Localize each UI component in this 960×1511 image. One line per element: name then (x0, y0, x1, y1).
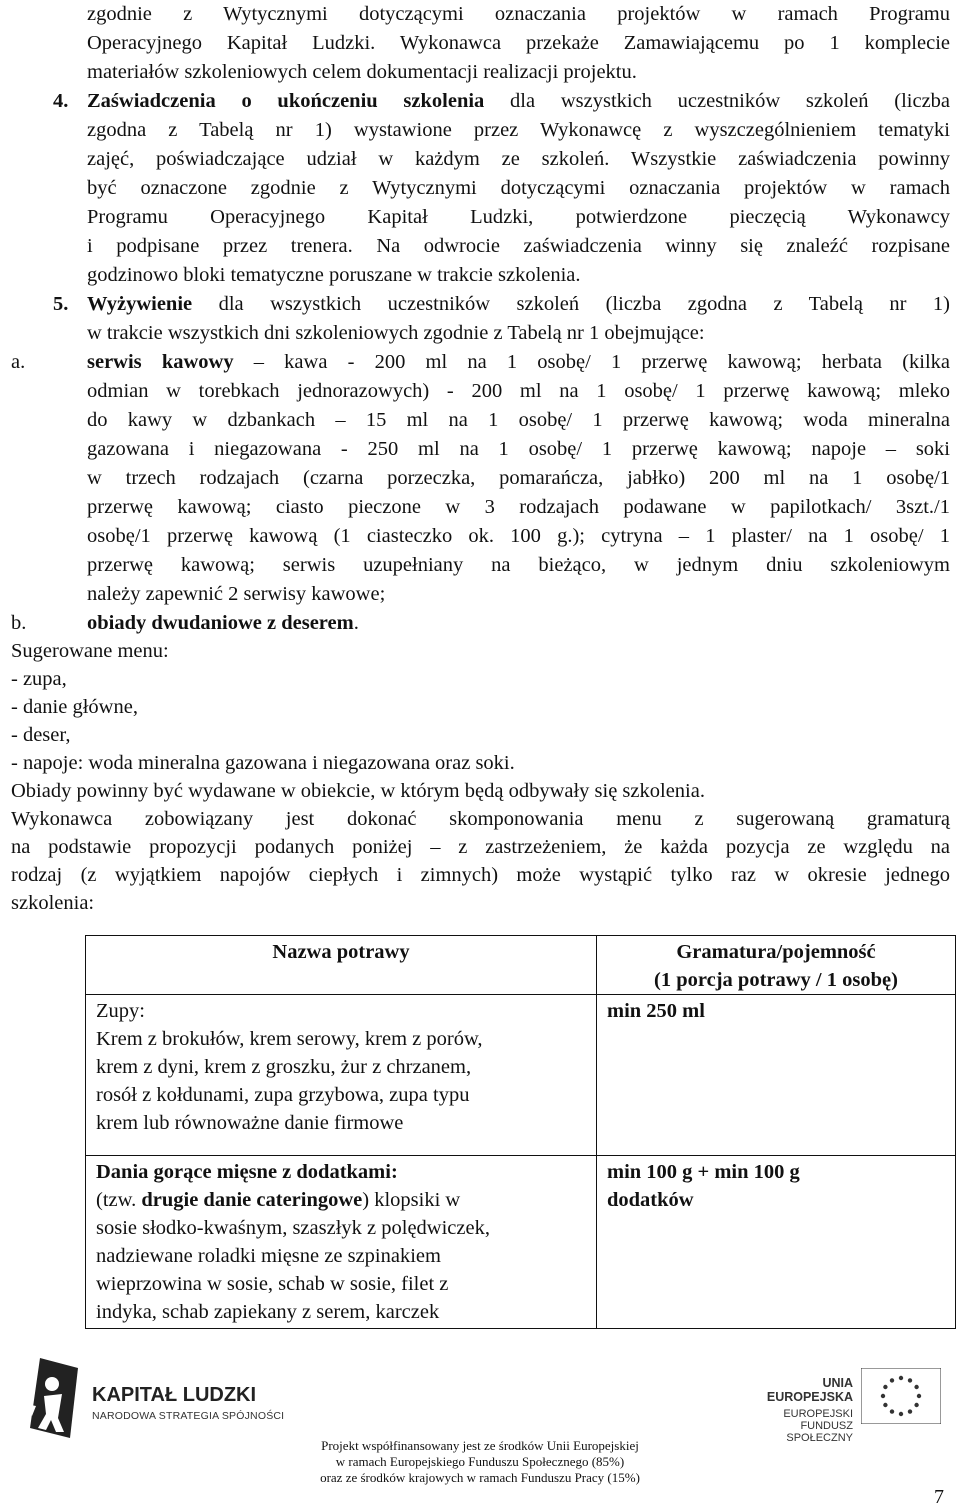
main-dishes-sub-rest: klopsiki w (374, 1189, 461, 1211)
item-4-text-3a: zajęć, poświadczające udział w każdym ze szkoleń. (87, 148, 610, 170)
item-a-line-5: w trzech rodzajach (czarna porzeczka, pomarańcza, jabłko) 200 ml na 1 osobę/1 (87, 467, 950, 489)
item-a-line-7: osobę/1 przerwę kawową (1 ciasteczko ok. 100 g.); cytryna – 1 plaster/ na 1 osobę/ 1 (87, 525, 950, 547)
eu-line-1: UNIA EUROPEJSKA (766, 1376, 853, 1404)
main-dishes-line-2: nadziewane roladki mięsne ze szpinakiem (96, 1245, 441, 1267)
kapital-ludzki-subtitle: NARODOWA STRATEGIA SPÓJNOŚCI (92, 1410, 285, 1422)
menu-item-main: - danie główne, (11, 696, 138, 718)
item-4-heading: Zaświadczenia o ukończeniu szkolenia (87, 90, 485, 112)
item-5-number: 5. (53, 293, 69, 315)
item-4-text-6a: i podpisane przez trenera. (87, 235, 353, 257)
item-4-line-2: zgodna z Tabelą nr 1) wystawione przez Wykonawcę z wyszczególnieniem tematyki (87, 119, 950, 141)
item-4-text-6b: Na odwrocie zaświadczenia winny się znaleźć rozpisane (376, 235, 950, 257)
menu-para-line-3: rodzaj (z wyjątkiem napojów ciepłych i zimnych) może wystąpić tylko raz w okresie jednego (11, 864, 950, 886)
intro-line-3: materiałów szkoleniowych celem dokumentacji realizacji projektu. (87, 61, 637, 83)
item-a-line-4: gazowana i niegazowana - 250 ml na 1 osobę/ 1 przerwę kawową; napoje – soki (87, 438, 950, 460)
item-b-letter: b. (11, 612, 27, 634)
item-4-number: 4. (53, 90, 69, 112)
item-4-line-4: być oznaczone zgodnie z Wytycznymi dotyczącymi oznaczania projektów w ramach (87, 177, 950, 199)
table-header-amount-line-2: (1 porcja potrawy / 1 osobę) (654, 969, 898, 991)
item-a-line-9: należy zapewnić 2 serwisy kawowe; (87, 583, 386, 605)
menu-item-dessert: - deser, (11, 724, 71, 746)
eu-flag-icon (861, 1368, 941, 1424)
kapital-ludzki-figure-icon (20, 1358, 80, 1438)
main-dishes-subtitle (96, 1186, 586, 1214)
main-dishes-sub-close: ) (362, 1189, 370, 1211)
table-cell-soups-amount: min 250 ml (597, 995, 956, 1156)
menu-heading: Sugerowane menu: (11, 640, 169, 662)
item-b-tail: . (353, 612, 359, 634)
soups-line-3: rosół z kołdunami, zupa grzybowa, zupa typu (96, 1084, 470, 1106)
eu-line-2: EUROPEJSKI (783, 1408, 853, 1420)
main-dishes-title: Dania gorące mięsne z dodatkami: (96, 1161, 398, 1183)
item-a-line-6: przerwę kawową; ciasto pieczone w 3 rodzajach podawane w papilotkach/ 3szt./1 (87, 496, 950, 518)
item-4-line-7: godzinowo bloki tematyczne poruszane w trakcie szkolenia. (87, 264, 581, 286)
footer-text-line-3: oraz ze środków krajowych w ramach Funduszu Pracy (15%) (320, 1470, 640, 1485)
item-a-line-2: odmian w torebkach jednorazowych) - 200 ml na 1 osobę/ 1 przerwę kawową; mleko (87, 380, 950, 402)
item-4-line-1 (87, 87, 950, 116)
item-4-line-6 (87, 232, 950, 261)
menu-table (85, 935, 956, 1329)
footer-cofinancing-text (0, 1438, 960, 1486)
item-5-text: dla wszystkich uczestników szkoleń (liczba zgodna z Tabelą nr 1) (218, 293, 950, 315)
table-header-name: Nazwa potrawy (86, 936, 597, 995)
footer-text-line-1: Projekt współfinansowany jest ze środków Unii Europejskiej (321, 1438, 639, 1453)
item-4-text-3b: Wszystkie zaświadczenia powinny (630, 148, 951, 170)
menu-item-drinks: - napoje: woda mineralna gazowana i niegazowana oraz soki. (11, 752, 515, 774)
soups-title: Zupy: (96, 1000, 145, 1022)
main-dishes-line-1: sosie słodko-kwaśnym, szaszłyk z polędwiczek, (96, 1217, 490, 1239)
table-row (86, 995, 956, 1156)
item-5-line-2: w trakcie wszystkich dni szkoleniowych zgodnie z Tabelą nr 1 obejmujące: (87, 322, 705, 344)
menu-para-line-4: szkolenia: (11, 892, 95, 914)
intro-line-1: zgodnie z Wytycznymi dotyczącymi oznaczania projektów w ramach Programu (87, 3, 950, 25)
item-b-heading: obiady dwudaniowe z deserem (87, 612, 354, 634)
page-number: 7 (934, 1486, 944, 1508)
table-cell-main-dishes-amount (597, 1156, 956, 1329)
table-header-amount (597, 936, 956, 995)
item-b-line (87, 609, 950, 638)
item-a-heading: serwis kawowy (87, 351, 234, 373)
item-a-text: – kawa - 200 ml na 1 osobę/ 1 przerwę kawową; herbata (kilka (253, 351, 951, 373)
main-dishes-amount-line-2: dodatków (607, 1189, 694, 1211)
item-a-line-1 (87, 348, 950, 377)
eu-logo-text (735, 1376, 853, 1444)
item-5-heading: Wyżywienie (87, 293, 193, 315)
intro-line-2: Operacyjnego Kapitał Ludzki. Wykonawca przekaże Zamawiającemu po 1 komplecie (87, 32, 950, 54)
menu-note: Obiady powinny być wydawane w obiekcie, w którym będą odbywały się szkolenia. (11, 780, 705, 802)
item-4-text: dla wszystkich uczestników szkoleń (liczba (510, 90, 951, 112)
table-cell-soups (86, 995, 597, 1156)
soups-line-4: krem lub równoważne danie firmowe (96, 1112, 404, 1134)
item-a-line-3: do kawy w dzbankach – 15 ml na 1 osobę/ 1 przerwę kawową; woda mineralna (87, 409, 950, 431)
main-dishes-sub-open: (tzw. (96, 1189, 137, 1211)
main-dishes-sub-bold: drugie danie cateringowe (141, 1189, 363, 1211)
table-header-row (86, 936, 956, 995)
kapital-ludzki-title: KAPITAŁ LUDZKI (92, 1384, 257, 1406)
footer-text-line-2: w ramach Europejskiego Funduszu Społecznego (85%) (335, 1454, 625, 1469)
item-a-letter: a. (11, 351, 26, 373)
menu-item-soup: - zupa, (11, 668, 67, 690)
item-4-line-5: Programu Operacyjnego Kapitał Ludzki, potwierdzone pieczęcią Wykonawcy (87, 206, 950, 228)
item-5-line-1 (87, 290, 950, 319)
main-dishes-line-3: wieprzowina w sosie, schab w sosie, filet z (96, 1273, 449, 1295)
table-row (86, 1156, 956, 1329)
main-dishes-amount-line-1: min 100 g + min 100 g (607, 1161, 800, 1183)
table-cell-main-dishes (86, 1156, 597, 1329)
item-a-line-8: przerwę kawową; serwis uzupełniany na bieżąco, w jednym dniu szkoleniowym (87, 554, 950, 576)
soups-line-1: Krem z brokułów, krem serowy, krem z porów, (96, 1028, 483, 1050)
soups-line-2: krem z dyni, krem z groszku, żur z chrzanem, (96, 1056, 472, 1078)
item-4-line-3 (87, 145, 950, 174)
main-dishes-line-4: indyka, schab zapiekany z serem, karczek (96, 1301, 440, 1323)
menu-para-line-2: na podstawie propozycji podanych poniżej – z zastrzeżeniem, że każda pozycja ze względu na (11, 836, 950, 858)
table-header-amount-line-1: Gramatura/pojemność (676, 941, 876, 963)
menu-para-line-1: Wykonawca zobowiązany jest dokonać skomponowania menu z sugerowaną gramaturą (11, 808, 950, 830)
eu-line-3: FUNDUSZ SPOŁECZNY (786, 1420, 853, 1444)
